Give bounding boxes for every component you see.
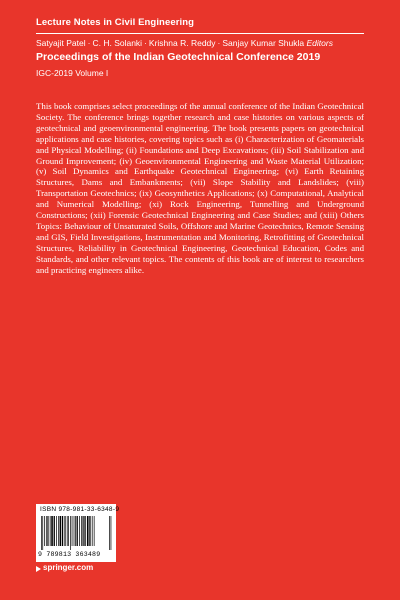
- divider-line: [36, 33, 364, 34]
- barcode-bar: [68, 516, 69, 546]
- editors-line: [36, 38, 333, 48]
- barcode-bar: [74, 516, 75, 546]
- book-subtitle: IGC-2019 Volume I: [36, 68, 109, 78]
- barcode-bar: [89, 516, 90, 546]
- barcode-bar: [67, 516, 68, 546]
- editors-label: Editors: [306, 38, 333, 48]
- editor-separator: ·: [144, 38, 147, 48]
- editor-name: Sanjay Kumar Shukla: [222, 38, 305, 48]
- barcode-bar: [79, 516, 80, 546]
- editor-separator: ·: [87, 38, 91, 48]
- editor-name: Satyajit Patel: [36, 38, 86, 48]
- barcode-bar: [50, 516, 51, 546]
- barcode-bars: [40, 516, 112, 550]
- barcode-bar: [44, 516, 45, 546]
- barcode-bar: [75, 516, 76, 546]
- barcode-bar: [84, 516, 85, 546]
- arrow-icon: [36, 566, 41, 572]
- barcode-bar: [72, 516, 73, 546]
- editor-name: C. H. Solanki: [92, 38, 143, 48]
- barcode-bar: [58, 516, 59, 546]
- editor-name: Krishna R. Reddy: [148, 38, 216, 48]
- barcode-bar: [46, 516, 47, 546]
- barcode-bar: [56, 516, 57, 546]
- book-title: Proceedings of the Indian Geotechnical Conference 2019: [36, 51, 321, 63]
- publisher-website: springer.com: [43, 563, 94, 572]
- isbn-label: ISBN 978-981-33-6348-9: [40, 506, 120, 513]
- series-name: Lecture Notes in Civil Engineering: [36, 17, 195, 28]
- barcode-bar: [62, 516, 63, 546]
- barcode-bar: [51, 516, 53, 546]
- barcode-bar: [81, 516, 82, 546]
- barcode-bar: [64, 516, 65, 546]
- barcode: [36, 504, 120, 562]
- barcode-bar: [92, 516, 93, 546]
- barcode-bar: [111, 516, 112, 550]
- barcode-bar: [41, 516, 42, 550]
- barcode-bar: [77, 516, 78, 546]
- barcode-bar: [109, 516, 110, 550]
- barcode-bar: [87, 516, 89, 546]
- barcode-digits: 9 789813 363489: [38, 551, 101, 558]
- barcode-bar: [60, 516, 62, 546]
- barcode-bar: [83, 516, 84, 546]
- book-description: This book comprises select proceedings of the annual conference of the Indian Geotechnical Society. The conference brings together research and case histories on various aspects of geotechnical and geoenvironmental engineering. The book presents papers on geotechnical applications and case histories, covering topics such as (i) Characterization of Geomaterials and Physical Modelling; (ii) Foundations and Deep Excavations; (iii) Soil Stabilization and Ground Improvement; (iv) Geoenvironmental Engineering and Waste Material Utilization; (v) Soil Dynamics and Earthquake Geotechnical Engineering; (vi) Earth Retaining Structures, Dams and Embankments; (vii) Slope Stability and Landslides; (viii) Transportation Geotechnics; (ix) Geosynthetics Applications; (x) Computational, Analytical and Numerical Modelling; (xi) Rock Engineering, Tunnelling and Underground Constructions; (xii) Forensic Geotechnical Engineering and Case Studies; and (xiii) Others Topics: Behaviour of Unsaturated Soils, Offshore and Marine Geotechnics, Remote Sensing and GIS, Field Investigations, Instrumentation and Monitoring, Retrofitting of Geotechnical Structures, Reliability in Geotechnical Engineering, Geotechnical Education, Codes and Standards, and other relevant topics. The contents of this book are of interest to researchers and practicing engineers alike.: [36, 101, 364, 275]
- barcode-bar: [54, 516, 55, 546]
- barcode-bar: [47, 516, 48, 546]
- editor-separator: ·: [217, 38, 221, 48]
- barcode-bar: [42, 516, 43, 550]
- barcode-bar: [94, 516, 95, 546]
- barcode-bar: [70, 516, 71, 550]
